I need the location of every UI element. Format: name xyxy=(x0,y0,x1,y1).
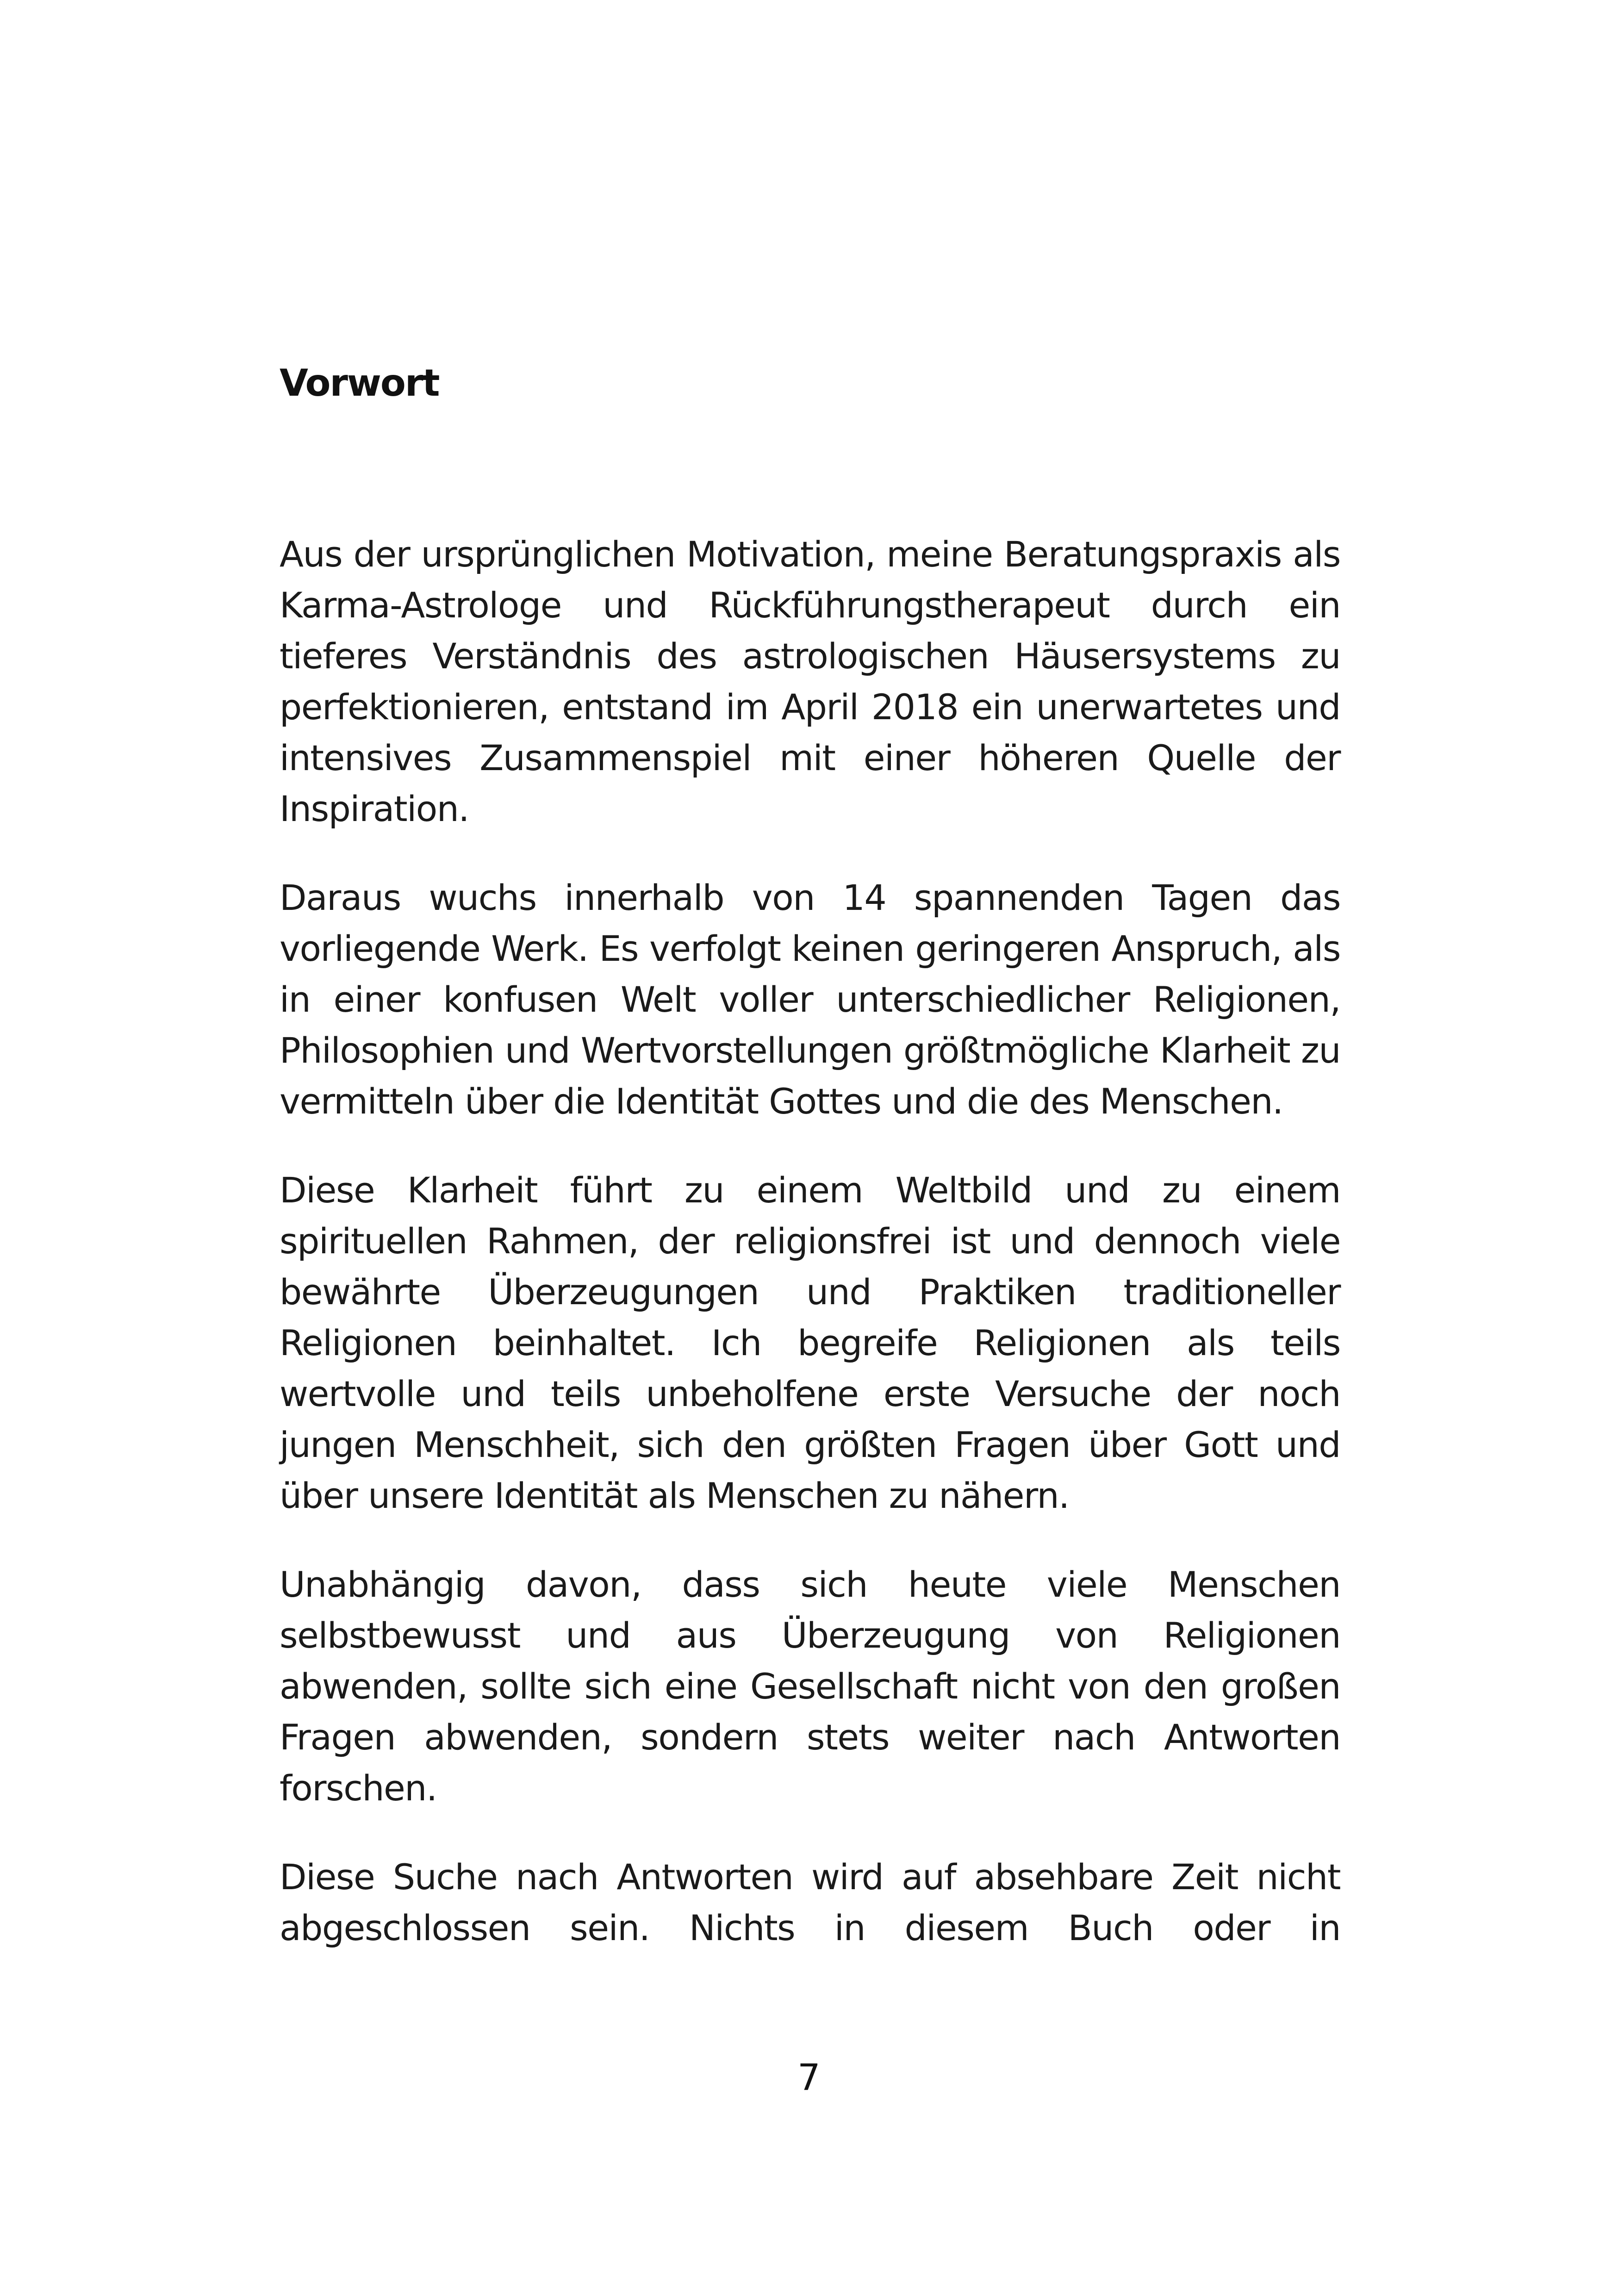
paragraph-3: Diese Klarheit führt zu einem Weltbild und zu einem spirituellen Rahmen, der religionsfrei ist und dennoch viele bewährte Überzeugungen und Praktiken traditioneller Religionen beinhaltet. Ich begreife Religionen als teils wertvolle und teils unbeholfene erste Versuche der noch jungen Menschheit, sich den größten Fragen über Gott und über unsere Identität als Menschen zu nähern. xyxy=(280,1170,1340,1516)
chapter-heading: Vorwort xyxy=(280,361,439,404)
page-number: 7 xyxy=(797,2057,821,2099)
paragraph-1: Aus der ursprünglichen Motivation, meine Beratungspraxis als Karma-Astrologe und Rückführungstherapeut durch ein tieferes Verständnis des astrologischen Häusersystems zu perfektionieren, entstand im April 2018 ein unerwartetes und intensives Zusammenspiel mit einer höheren Quelle der Inspiration. xyxy=(280,534,1340,829)
body-text xyxy=(280,529,1340,1954)
paragraph-4: Unabhängig davon, dass sich heute viele Menschen selbstbewusst und aus Überzeugung von Religionen abwenden, sollte sich eine Gesellschaft nicht von den großen Fragen abwenden, sondern stets weiter nach Antworten forschen. xyxy=(280,1564,1340,1809)
paragraph-5: Diese Suche nach Antworten wird auf absehbare Zeit nicht abgeschlossen sein. Nichts in diesem Buch oder in xyxy=(280,1856,1340,1948)
paragraph-2: Daraus wuchs innerhalb von 14 spannenden Tagen das vorliegende Werk. Es verfolgt keinen geringeren Anspruch, als in einer konfusen Welt voller unterschiedlicher Religionen, Philosophien und Wertvorstellungen größtmögliche Klarheit zu vermitteln über die Identität Gottes und die des Menschen. xyxy=(280,877,1340,1122)
